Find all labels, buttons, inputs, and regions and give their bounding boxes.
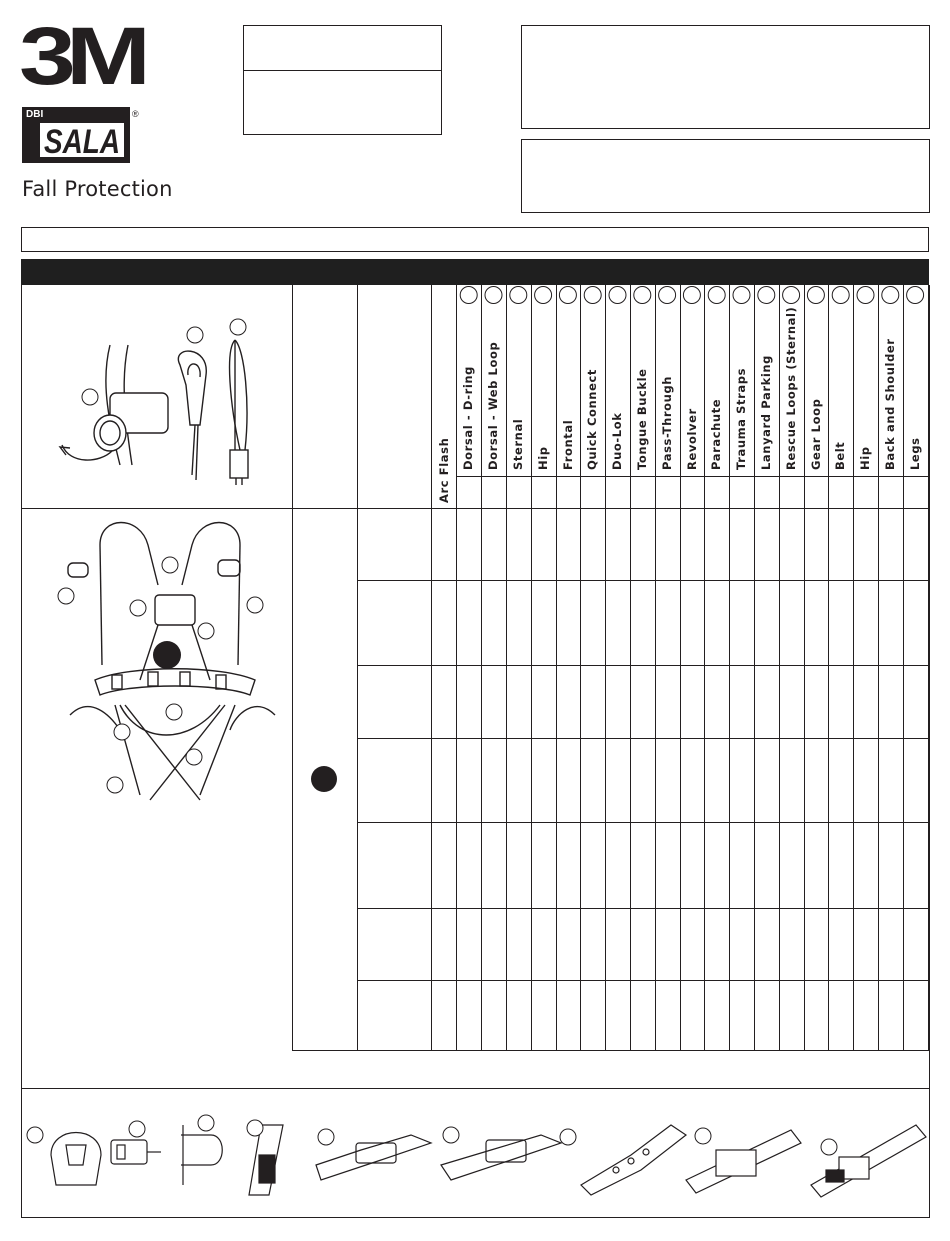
svg-text:SALA: SALA [44, 123, 120, 161]
column-callout-circle [559, 287, 576, 304]
column-header: Hip [535, 446, 550, 470]
column-header: Quick Connect [585, 368, 600, 470]
column-callout-circle [659, 287, 676, 304]
column-callout-circle [708, 287, 725, 304]
column-callout-circle [807, 287, 824, 304]
column-callout-circle [609, 287, 626, 304]
column-callout-circle [907, 287, 924, 304]
column-callout-circle [584, 287, 601, 304]
column-callout-circle [510, 287, 527, 304]
column-header: Parachute [709, 398, 724, 470]
svg-text:®: ® [132, 109, 139, 119]
column-callout-circle [535, 287, 552, 304]
column-header: Belt [833, 441, 848, 470]
svg-text:DBI: DBI [26, 109, 44, 120]
column-callout-circle [832, 287, 849, 304]
column-callout-circle [882, 287, 899, 304]
column-header: Dorsal - Web Loop [486, 341, 501, 470]
column-header: Revolver [684, 408, 699, 470]
column-header: Tongue Buckle [634, 368, 649, 470]
column-header: Sternal [510, 418, 525, 470]
column-callout-circle [857, 287, 874, 304]
division-label: Fall Protection [22, 177, 173, 201]
column-header: Legs [907, 437, 922, 470]
column-header: Frontal [560, 419, 575, 470]
column-header: Gear Loop [808, 398, 823, 470]
hardware-illustrations-strip [21, 1095, 931, 1215]
column-callout-circle [733, 287, 750, 304]
column-header: Duo-Lok [610, 412, 625, 470]
svg-text:3M: 3M [19, 11, 145, 102]
selected-indicator-dot [310, 765, 340, 795]
connector-illustration [40, 305, 300, 505]
column-header: Pass-Through [659, 375, 674, 470]
column-header: Back and Shoulder [882, 338, 897, 470]
column-callout-circle [634, 287, 651, 304]
column-header: Trauma Straps [734, 367, 749, 470]
column-callout-circle [683, 287, 700, 304]
column-callout-circle [485, 287, 502, 304]
column-callout-circle [783, 287, 800, 304]
column-header: Arc Flash [436, 437, 451, 503]
column-callout-circle [758, 287, 775, 304]
column-callout-circle [460, 287, 477, 304]
column-header: Hip [858, 446, 873, 470]
column-header: Rescue Loops (Sternal) [783, 306, 798, 470]
harness-illustration [40, 515, 310, 835]
column-header: Lanyard Parking [758, 355, 773, 470]
column-header: Dorsal - D-ring [461, 365, 476, 470]
